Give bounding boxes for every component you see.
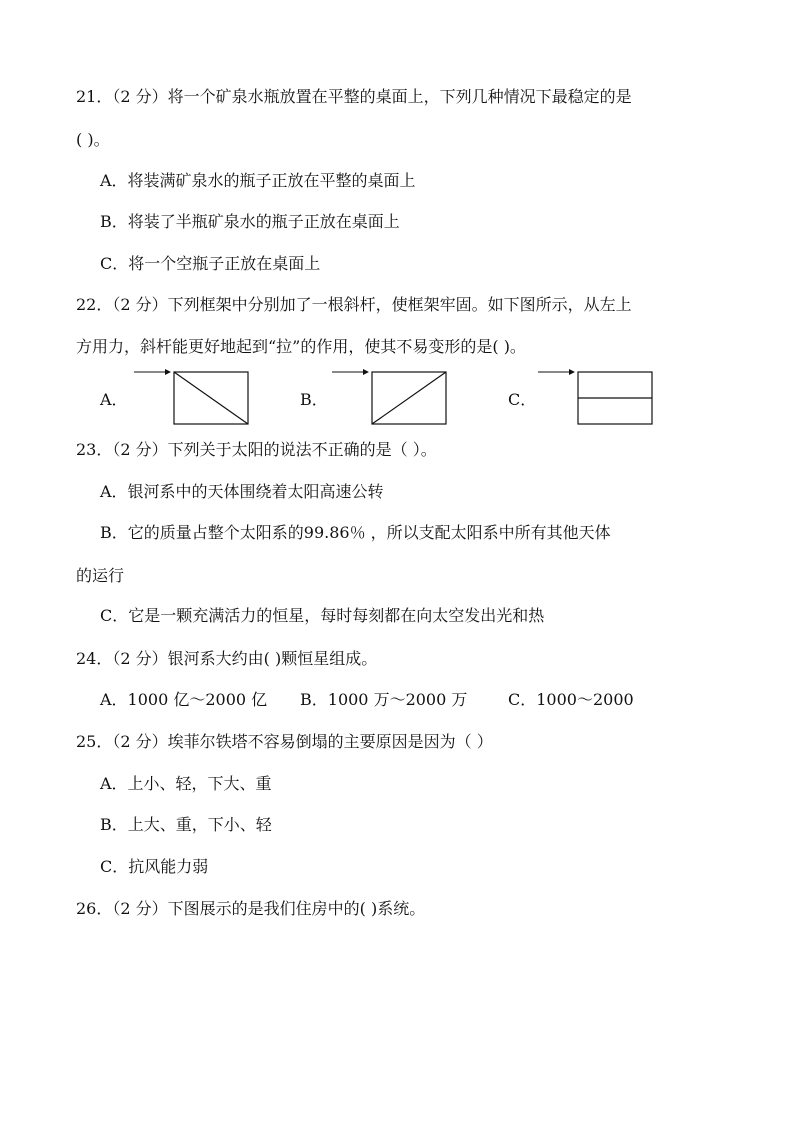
q25-option-c: C．抗风能力弱 — [100, 857, 209, 876]
q22-option-b-label: B． — [300, 390, 328, 409]
q23-option-b: B．它的质量占整个太阳系的99.86％ ，所以支配太阳系中所有其他天体 — [100, 523, 611, 542]
q24-option-c: C．1000～2000 — [508, 690, 634, 709]
q22-figure-b — [330, 366, 450, 428]
q23-option-a: A．银河系中的天体围绕着太阳高速公转 — [100, 482, 384, 501]
q21-option-c: C．将一个空瓶子正放在桌面上 — [100, 254, 321, 273]
q25-option-a: A．上小、轻，下大、重 — [100, 774, 272, 793]
q22-figure-a — [132, 366, 252, 428]
q24-option-b: B．1000 万～2000 万 — [300, 690, 468, 709]
q23-option-b-continued: 的运行 — [76, 566, 125, 585]
q25-option-b: B．上大、重，下小、轻 — [100, 815, 272, 834]
q25-stem: 25．（2 分）埃菲尔铁塔不容易倒塌的主要原因是因为（ ） — [76, 732, 493, 751]
q22-stem-line2: 方用力，斜杆能更好地起到“拉”的作用，使其不易变形的是( )。 — [76, 337, 526, 356]
q21-option-b: B．将装了半瓶矿泉水的瓶子正放在桌面上 — [100, 212, 400, 231]
q22-option-c-label: C． — [508, 390, 537, 409]
q21-stem-line2: ( )。 — [76, 130, 110, 149]
q21-stem-line1: 21．（2 分）将一个矿泉水瓶放置在平整的桌面上，下列几种情况下最稳定的是 — [76, 87, 632, 106]
q22-figure-c — [536, 366, 656, 428]
q22-option-a-label: A． — [100, 390, 128, 409]
diagonal-brace — [372, 372, 446, 424]
q26-stem: 26．（2 分）下图展示的是我们住房中的( )系统。 — [76, 899, 426, 918]
q22-stem-line1: 22．（2 分）下列框架中分别加了一根斜杆，使框架牢固。如下图所示，从左上 — [76, 295, 632, 314]
q24-stem: 24．（2 分）银河系大约由( )颗恒星组成。 — [76, 649, 378, 668]
q23-stem: 23．（2 分）下列关于太阳的说法不正确的是（ ）。 — [76, 440, 437, 459]
q23-option-c: C．它是一颗充满活力的恒星，每时每刻都在向太空发出光和热 — [100, 606, 545, 625]
q21-option-a: A．将装满矿泉水的瓶子正放在平整的桌面上 — [100, 171, 416, 190]
diagonal-brace — [174, 372, 248, 424]
q24-option-a: A．1000 亿～2000 亿 — [100, 690, 268, 709]
